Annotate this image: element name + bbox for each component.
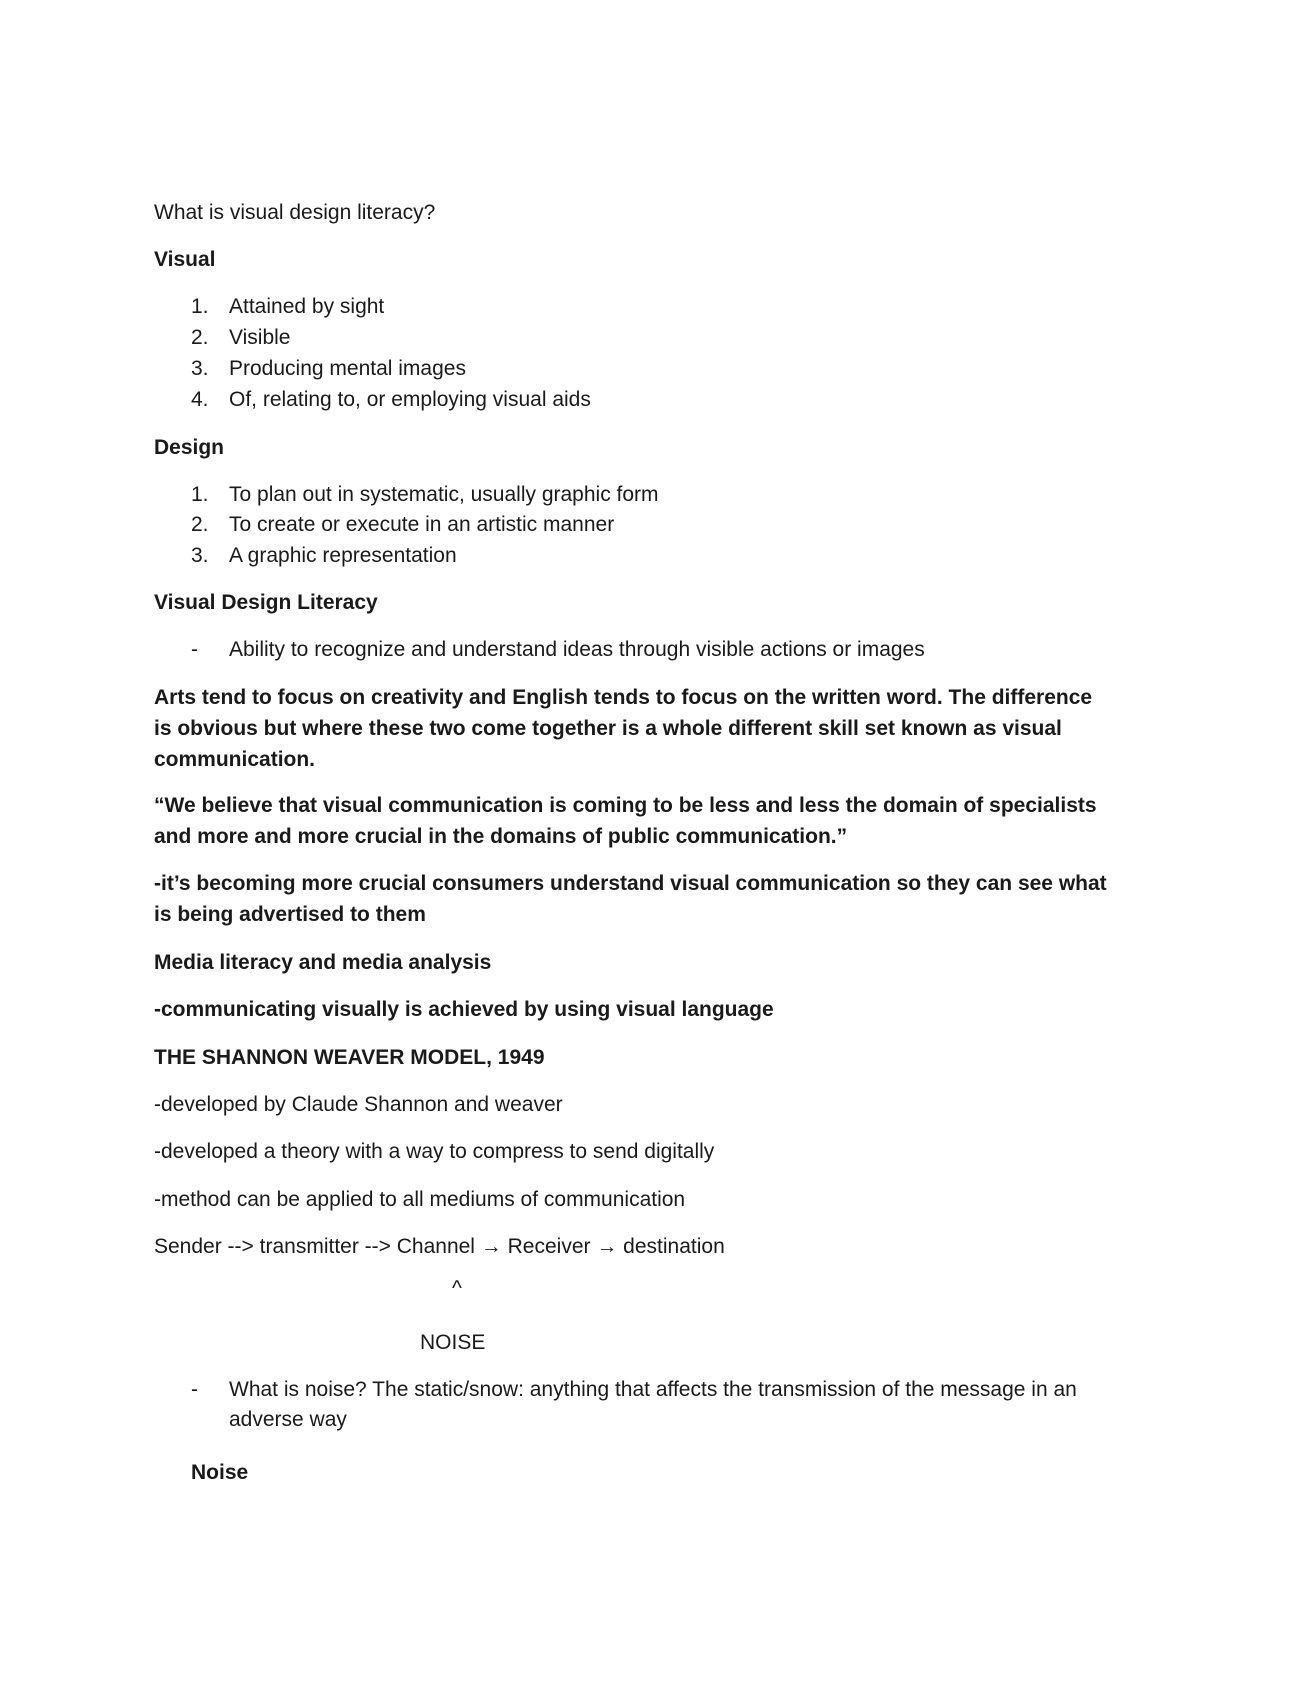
list-number: 1. xyxy=(191,295,209,318)
document-title: What is visual design literacy? xyxy=(154,201,436,224)
list-item-text: To create or execute in an artistic manner xyxy=(229,513,615,536)
list-number: 1. xyxy=(191,483,209,506)
shannon-line: -developed a theory with a way to compress to send digitally xyxy=(154,1140,715,1163)
shannon-heading: THE SHANNON WEAVER MODEL, 1949 xyxy=(154,1046,545,1069)
noise-heading: Noise xyxy=(191,1461,249,1484)
noise-caret: ^ xyxy=(452,1277,462,1300)
list-item-text: Producing mental images xyxy=(229,357,466,380)
paragraph-crucial: -it’s becoming more crucial consumers understand visual communication so they can see what is being advertised to them xyxy=(154,872,1107,926)
design-heading: Design xyxy=(154,436,225,459)
bullet-dash: - xyxy=(191,1378,198,1401)
media-line: -communicating visually is achieved by using visual language xyxy=(154,998,774,1021)
shannon-line: -developed by Claude Shannon and weaver xyxy=(154,1093,563,1116)
list-number: 4. xyxy=(191,388,209,411)
noise-label: NOISE xyxy=(420,1331,486,1354)
list-item-text: To plan out in systematic, usually graphic form xyxy=(229,483,659,506)
paragraph-quote: “We believe that visual communication is coming to be less and less the domain of specialists and more and more crucial in the domains of public communication.” xyxy=(154,794,1097,848)
visual-heading: Visual xyxy=(154,248,216,271)
list-item-text: Attained by sight xyxy=(229,295,385,318)
list-item-text: Ability to recognize and understand ideas through visible actions or images xyxy=(229,638,925,661)
list-number: 2. xyxy=(191,513,209,536)
list-item-text: Visible xyxy=(229,326,291,349)
list-number: 3. xyxy=(191,357,209,380)
shannon-line: -method can be applied to all mediums of communication xyxy=(154,1188,686,1211)
media-heading: Media literacy and media analysis xyxy=(154,951,492,974)
list-item-text: What is noise? The static/snow: anything that affects the transmission of the message in an adverse way xyxy=(229,1378,1077,1431)
list-item-text: A graphic representation xyxy=(229,544,457,567)
list-number: 3. xyxy=(191,544,209,567)
model-flow: Sender --> transmitter --> Channel → Receiver → destination xyxy=(154,1235,725,1258)
list-item-text: Of, relating to, or employing visual aids xyxy=(229,388,591,411)
bullet-dash: - xyxy=(191,638,198,661)
vdl-heading: Visual Design Literacy xyxy=(154,591,378,614)
paragraph-arts: Arts tend to focus on creativity and English tends to focus on the written word. The difference is obvious but where these two come together is a whole different skill set known as visual communication. xyxy=(154,686,1093,771)
list-number: 2. xyxy=(191,326,209,349)
